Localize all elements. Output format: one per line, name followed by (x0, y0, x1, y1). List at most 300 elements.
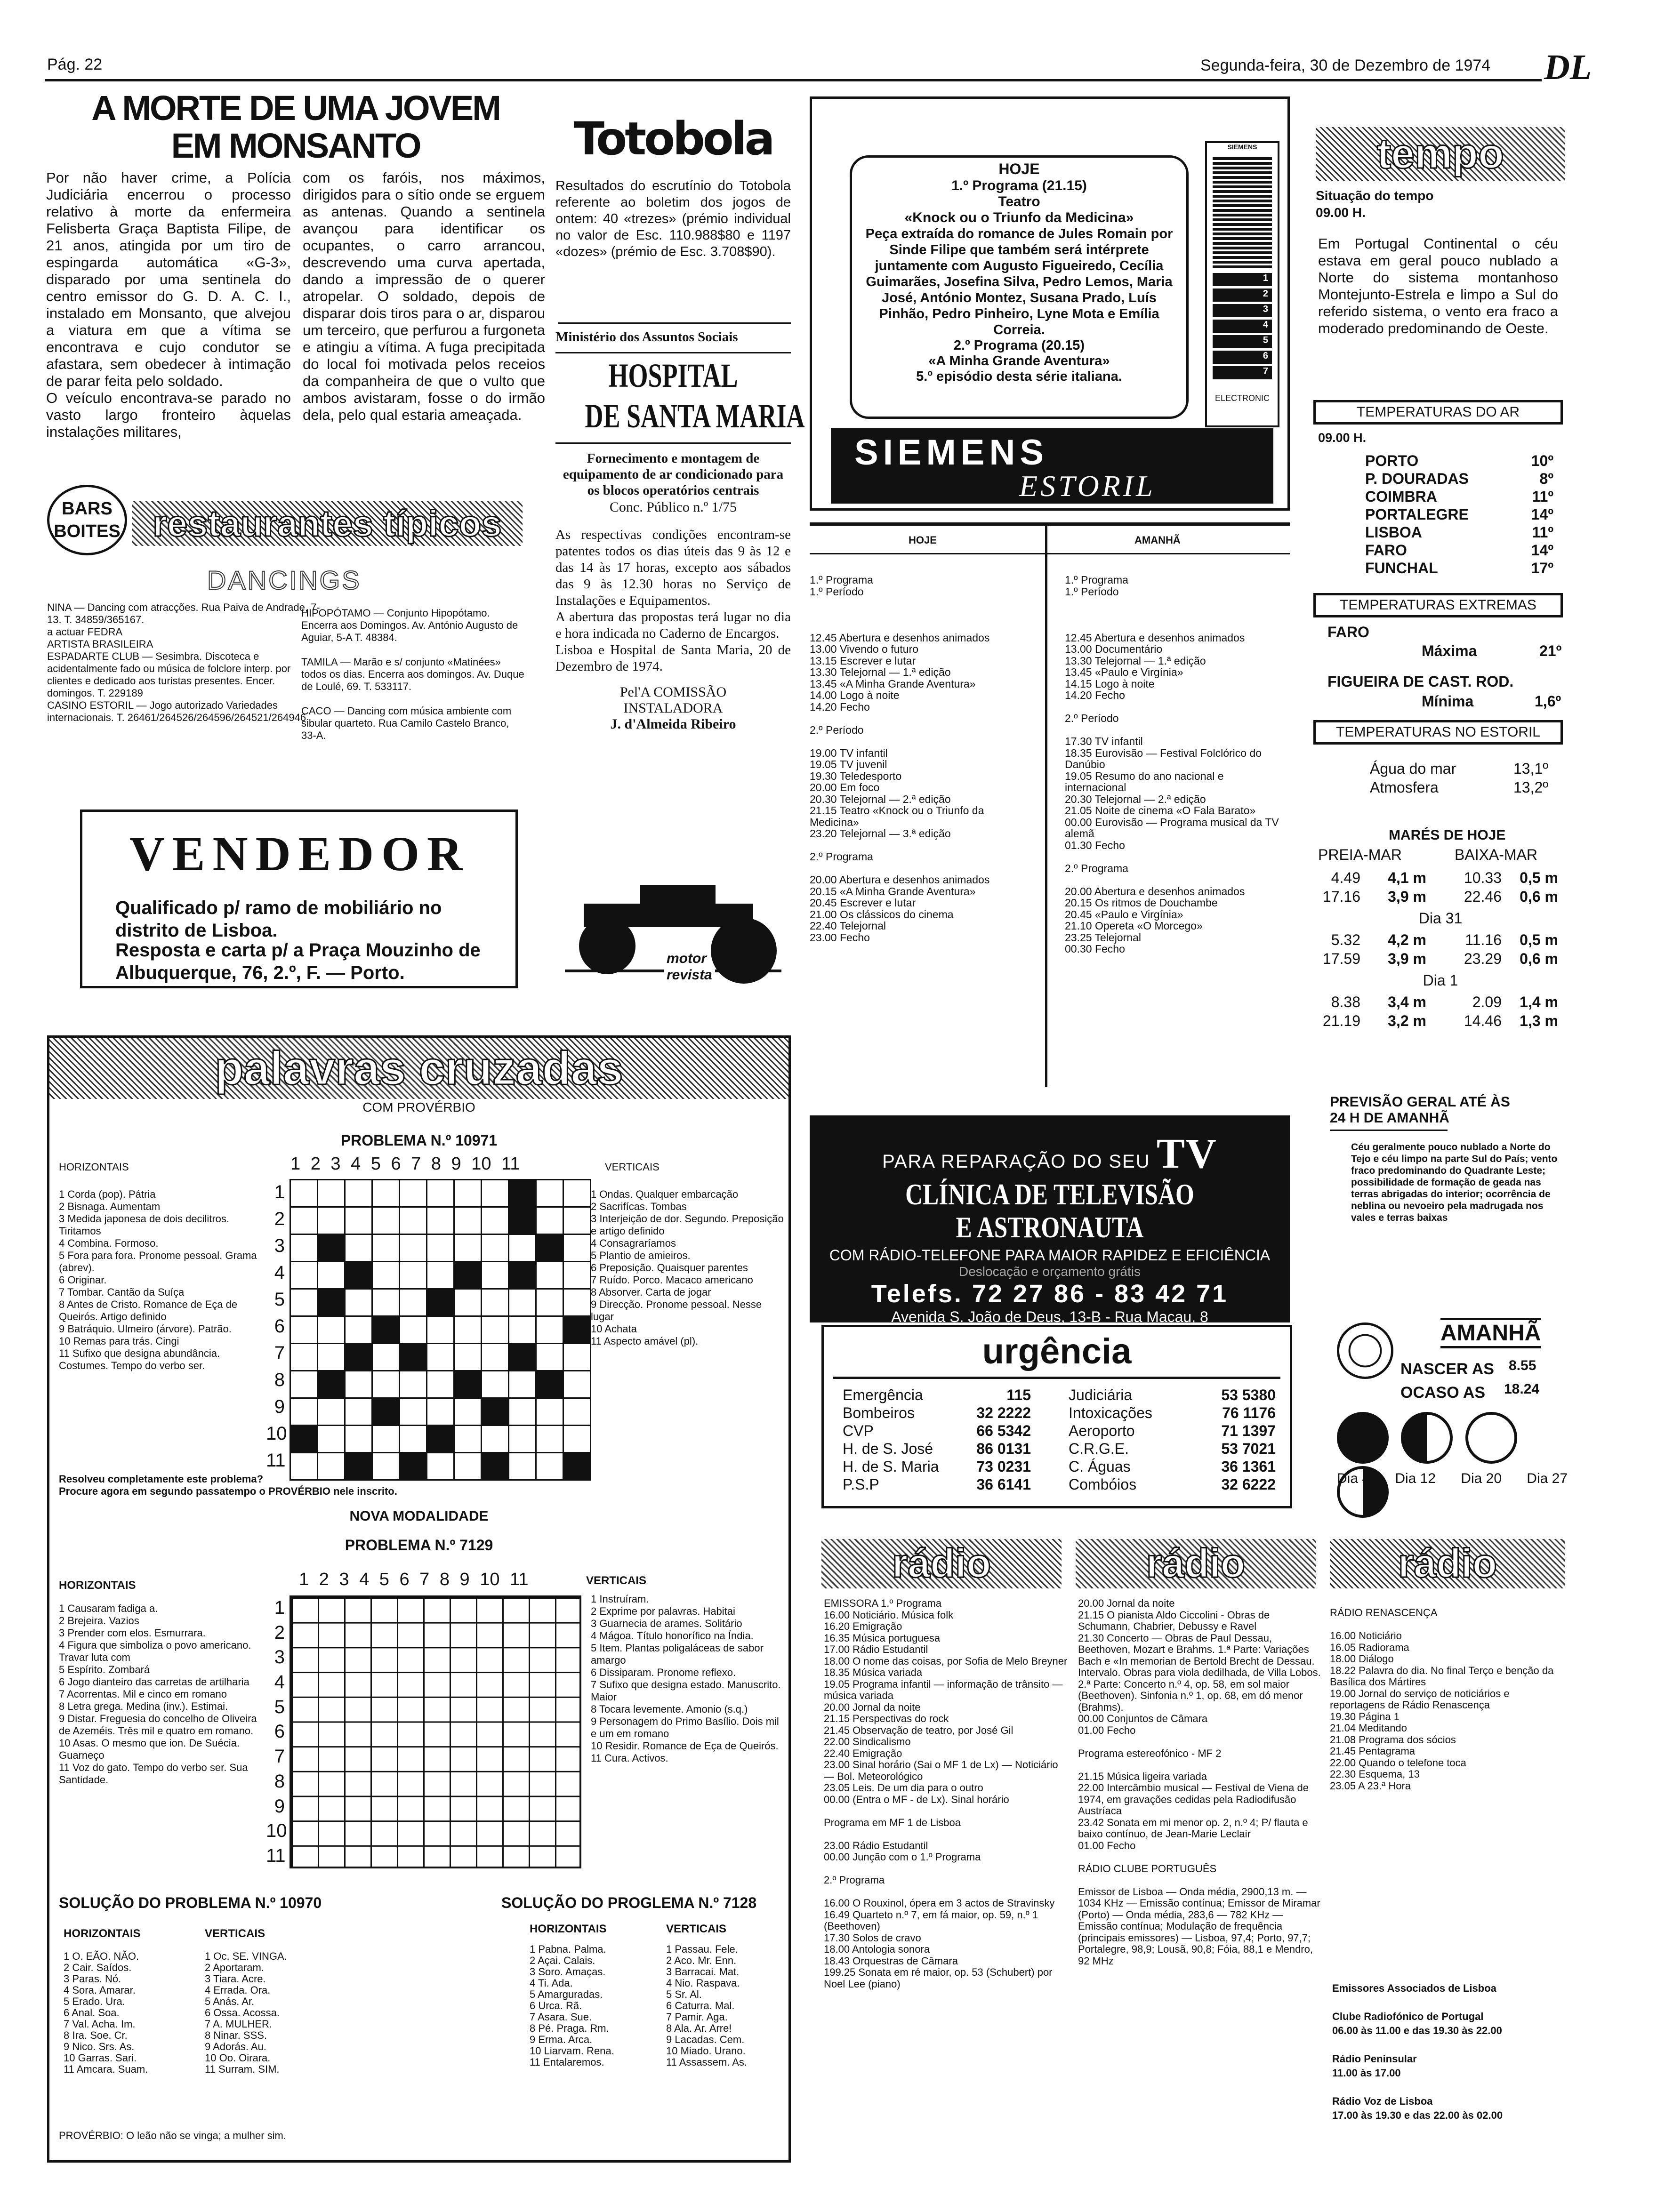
tv-channel-button[interactable]: 7 (1213, 366, 1272, 379)
temp-row (1365, 488, 1553, 505)
tv-hoje: HOJE (998, 160, 1040, 177)
motor-label: motor (664, 951, 709, 967)
grid-cell[interactable] (482, 1289, 509, 1316)
radio-col3b: Emissores Associados de Lisboa Clube Radiofónico de Portugal 06.00 às 11.00 e das 19.30 às 22.00 Rádio Peninsular 11.00 às 17.00 Rádio Voz de Lisboa 17.00 às 19.30 e das 22.00 às 02.00 (1332, 1982, 1503, 2121)
tv-schedule-rule2 (810, 553, 1290, 554)
totobola-title: Totobola (573, 112, 773, 165)
grid-cell[interactable] (482, 1344, 509, 1371)
grid-cell[interactable] (372, 1371, 400, 1398)
radio-banner-2 (1076, 1539, 1316, 1588)
tv-channel-button[interactable]: 1 (1213, 273, 1272, 286)
hospital-rule2 (555, 442, 791, 444)
grid-cell[interactable] (454, 1207, 482, 1234)
clinica-deslocacao: Deslocação e orçamento grátis (959, 1264, 1141, 1279)
hospital-body: As respectivas condições encontram-se patentes todos os dias úteis das 9 às 12 e das 14 às 17 horas, excepto aos sábados das 9 às 12.30 horas no Serviço de Instalações e Equipamentos. A abertura das propostas terá lugar no dia e hora indicada no Caderno de Encargos. Lisboa e Hospital de Santa Maria, 20 de Dezembro de 1974. (555, 527, 791, 674)
article-morte (46, 88, 545, 440)
grid-cell[interactable] (290, 1234, 318, 1262)
grid-cell[interactable] (427, 1344, 454, 1371)
urgencia-service: Emergência (843, 1387, 923, 1403)
grid-cell[interactable] (454, 1426, 482, 1453)
tv-hoje-heading: HOJE (909, 534, 937, 546)
mares-cell: 1,3 m (1520, 1012, 1558, 1029)
grid-row (290, 1234, 591, 1262)
mares-row (1318, 906, 1563, 930)
grid-cell[interactable] (400, 1289, 427, 1316)
radio-banner-1 (821, 1539, 1062, 1588)
mares-cell: 14.46 (1464, 1012, 1502, 1029)
grid-cell (318, 1289, 345, 1316)
grid-cell[interactable] (563, 1234, 591, 1262)
grid-cell[interactable] (345, 1371, 372, 1398)
atmosfera-value: 13,2º (1513, 779, 1548, 796)
hospital-ministry: Ministério dos Assuntos Sociais (555, 329, 738, 345)
problem2-title: PROBLEMA N.º 7129 (345, 1537, 493, 1554)
grid-cell[interactable] (482, 1371, 509, 1398)
grid-cell[interactable] (563, 1207, 591, 1234)
tv-channel-button[interactable]: 4 (1213, 320, 1272, 333)
grid-cell[interactable] (536, 1316, 563, 1344)
grid-row (290, 1289, 591, 1316)
solution1-horiz: 1 O. EÃO. NÃO. 2 Cair. Saídos. 3 Paras. Nó. 4 Sora. Amarar. 5 Erado. Ura. 6 Anal. Soa. 7 Val. Acha. Im. 8 Ira. Soe. Cr. 9 Nico. Srs. As. 10 Garras. Sari. 11 Amcara. Suam. (64, 1950, 148, 2075)
grid-cell[interactable] (563, 1289, 591, 1316)
restaurantes-right-list: HIPOPÓTAMO — Conjunto Hipopótamo. Encerra aos Domingos. Av. António Augusto de Aguiar, 5-A T. 48384. TAMILA — Marão e s/ conjunto «Matinées» todos os dias. Encerra aos domingos. Av. Duque de Loulé, 69. T. 533117. CACO — Dancing com música ambiente com sibular quarteto. Rua Camilo Castelo Branco, 33-A. (301, 607, 524, 741)
article-title-line1: A MORTE DE UMA JOVEM (91, 88, 500, 128)
ocaso-value: 18.24 (1504, 1381, 1540, 1397)
grid-cell (318, 1234, 345, 1262)
urgencia-service: Intoxicações (1069, 1404, 1152, 1421)
grid-row (290, 1426, 591, 1453)
siemens-store: ESTORIL (1019, 469, 1156, 503)
temp-estoril-header (1313, 720, 1563, 745)
grid-cell[interactable] (427, 1207, 454, 1234)
grid-cell[interactable] (318, 1316, 345, 1344)
urgencia-phone: 73 0231 (976, 1458, 1031, 1475)
faro-maxima-label: Máxima (1422, 642, 1477, 659)
tv-channel-button[interactable]: 2 (1213, 289, 1272, 302)
solution2-title: SOLUÇÃO DO PROGLEMA N.º 7128 (501, 1894, 757, 1911)
grid-cell (400, 1344, 427, 1371)
grid-row (290, 1371, 591, 1398)
urgencia-row (1069, 1475, 1276, 1493)
solution1-title: SOLUÇÃO DO PROBLEMA N.º 10970 (59, 1894, 322, 1911)
grid-cell[interactable] (345, 1180, 372, 1207)
temp-city: PORTO (1365, 452, 1419, 469)
tv-play-title: «Knock ou o Triunfo da Medicina» (904, 210, 1134, 225)
mares-cell: 17.59 (1322, 950, 1360, 967)
mares-cell: 22.46 (1464, 888, 1502, 905)
temp-city: FUNCHAL (1365, 560, 1438, 577)
grid-cell (509, 1207, 536, 1234)
tv-prog2: 2.º Programa (20.15) (953, 338, 1085, 353)
problem2-vert-label: VERTICAIS (586, 1574, 647, 1587)
article-col2: com os faróis, nos máximos, dirigidos para o sítio onde se erguem as antenas. Quando a sentinela avançou para identificar os ocupantes, o carro arrancou, descrevendo uma curva apertada, dando a impressão de o querer atropelar. O soldado, depois de disparar dois tiros para o ar, disparou um terceiro, que perfurou a furgoneta e atingiu a vítima. A fuga precipitada do local foi motivada pelos receios da companheira de que o vulto que ambos avistaram, fosse o do irmão dela, pelo qual estaria ameaçada. (303, 169, 545, 423)
grid-cell[interactable] (400, 1262, 427, 1289)
urgencia-service: Judiciária (1069, 1387, 1133, 1403)
mares-cell: 1,4 m (1520, 994, 1558, 1010)
urgencia-row (1069, 1404, 1276, 1422)
urgencia-phone: 53 7021 (1221, 1440, 1276, 1457)
clinica-intro: PARA REPARAÇÃO DO SEU (882, 1151, 1150, 1172)
mares-row (1318, 968, 1563, 993)
mares-cell: 3,9 m (1388, 950, 1426, 967)
grid-cell[interactable] (290, 1371, 318, 1398)
grid-cell[interactable] (345, 1234, 372, 1262)
grid-cell[interactable] (427, 1316, 454, 1344)
urgencia-phone: 71 1397 (1221, 1422, 1276, 1439)
grid-cell[interactable] (536, 1262, 563, 1289)
grid-cell[interactable] (454, 1289, 482, 1316)
crosswords-banner (49, 1038, 788, 1099)
grid-cell[interactable] (454, 1180, 482, 1207)
tv-prog2-title: «A Minha Grande Aventura» (928, 353, 1110, 369)
tv-channel-button[interactable]: 3 (1213, 304, 1272, 317)
vendedor-line1: Qualificado p/ ramo de mobiliário no distrito de Lisboa. (115, 898, 442, 941)
mares-cell: 4,1 m (1388, 869, 1426, 886)
mares-cell: 3,9 m (1388, 888, 1426, 905)
mares-row (1318, 930, 1563, 949)
grid-row (290, 1207, 591, 1234)
problem1-horiz-label: HORIZONTAIS (59, 1161, 129, 1173)
urgencia-phone: 86 0131 (976, 1440, 1031, 1457)
tempo-banner-text: tempo (1377, 130, 1504, 177)
temp-value: 8º (1539, 470, 1553, 487)
hospital-title1: HOSPITAL (608, 357, 738, 394)
grid-cell[interactable] (509, 1371, 536, 1398)
grid-cell[interactable] (318, 1207, 345, 1234)
grid-cell[interactable] (536, 1289, 563, 1316)
temp-row (1365, 452, 1553, 470)
motor-revista-ad (555, 875, 791, 998)
clinica-name: CLÍNICA DE TELEVISÃO (905, 1178, 1194, 1211)
grid-cell[interactable] (482, 1207, 509, 1234)
clinica-radio: COM RÁDIO-TELEFONE PARA MAIOR RAPIDEZ E EFICIÊNCIA (829, 1247, 1271, 1264)
grid-cell[interactable] (509, 1234, 536, 1262)
hospital-sig2: INSTALADORA (623, 700, 723, 716)
grid-row-number: 2 (274, 1622, 285, 1643)
grid-cell[interactable] (318, 1180, 345, 1207)
tempo-hora: 09.00 H. (1316, 205, 1366, 220)
grid-row-number: 9 (274, 1396, 285, 1417)
grid-cell (454, 1371, 482, 1398)
moon-dates (1337, 1471, 1568, 1487)
grid-cell[interactable] (563, 1262, 591, 1289)
tv-channel-button[interactable]: 6 (1213, 351, 1272, 364)
vendedor-line2: Resposta e carta p/ a Praça Mouzinho de Albuquerque, 76, 2.º, F. — Porto. (115, 940, 481, 983)
tv-schedule-divider (1045, 522, 1047, 1087)
grid-cell[interactable] (372, 1344, 400, 1371)
grid-cell[interactable] (372, 1262, 400, 1289)
grid-cell[interactable] (372, 1180, 400, 1207)
temp-value: 17º (1531, 560, 1553, 577)
figueira-minima-label: Mínima (1422, 693, 1474, 710)
grid-cell[interactable] (536, 1207, 563, 1234)
crosswords-subtitle: COM PROVÉRBIO (362, 1100, 475, 1114)
totobola-article (555, 113, 791, 260)
urgencia-box (821, 1325, 1292, 1508)
grid-cell[interactable] (318, 1344, 345, 1371)
solution2-vert: 1 Passau. Fele. 2 Aco. Mr. Enn. 3 Barracai. Mat. 4 Nio. Raspava. 5 Sr. Al. 6 Caturra. Mal. 7 Pamir. Aga. 8 Ala. Ar. Arre! 9 Lacadas. Cem. 10 Miado. Urano. 11 Assassem. As. (666, 1943, 748, 2068)
grid-row-number: 10 (266, 1423, 287, 1444)
grid-cell[interactable] (482, 1234, 509, 1262)
tv-channel-button[interactable]: 5 (1213, 335, 1272, 348)
grid-cell[interactable] (400, 1398, 427, 1426)
mares-day: Dia 31 (1418, 910, 1463, 927)
grid-cell[interactable] (454, 1398, 482, 1426)
grid-cell[interactable] (482, 1426, 509, 1453)
temp-estoril-title: TEMPERATURAS NO ESTORIL (1336, 724, 1540, 740)
header-rule (45, 79, 1542, 81)
urgencia-service: H. de S. Maria (843, 1458, 939, 1475)
radio-banner-text-3: rádio (1398, 1541, 1497, 1586)
grid-cell[interactable] (345, 1398, 372, 1426)
mares-row (1318, 949, 1563, 968)
grid-cell[interactable] (318, 1398, 345, 1426)
article-title-line2: EM MONSANTO (171, 126, 420, 165)
grid-cell (345, 1344, 372, 1371)
grid-cell (372, 1316, 400, 1344)
grid-cell (536, 1371, 563, 1398)
temp-city: PORTALEGRE (1365, 506, 1469, 523)
temp-value: 11º (1532, 488, 1553, 505)
grid-row-number: 11 (266, 1845, 286, 1866)
agua-value: 13,1º (1513, 760, 1548, 777)
mares-cell: 5.32 (1331, 931, 1360, 948)
moon-date-4: Dia 27 (1527, 1471, 1568, 1486)
nascer-label: NASCER AS (1400, 1360, 1494, 1378)
problem2-horiz-clues: 1 Causaram fadiga a. 2 Brejeira. Vazios 3 Prender com elos. Esmurrara. 4 Figura que simboliza o povo americano. Travar luta com 5 Espírito. Zombará 6 Jogo dianteiro das carretas de artilharia 7 Acorrentas. Mil e cinco em romano 8 Letra grega. Medina (inv.). Estimai. 9 Distar. Freguesia do concelho de Oliveira de Azeméis. Três mil e quatro em romano. 10 Asas. O mesmo que ion. De Suécia. Guarneço 11 Voz do gato. Tempo do verbo ser. Sua Santidade. (59, 1603, 257, 1786)
problem1-grid[interactable] (290, 1179, 591, 1481)
previsao-text: Céu geralmente pouco nublado a Norte do Tejo e céu limpo na parte Sul do País; vento fraco predominando do Quadrante Leste; possibilidade de formação de geada nas terras abrigadas do interior; ocorrência de neblina ou nevoeiro pela madrugada nos vales e terras baixas (1351, 1142, 1558, 1223)
urgencia-service: Bombeiros (843, 1404, 915, 1421)
bars-label: BARS (62, 499, 113, 519)
urgencia-service: C. Águas (1069, 1458, 1131, 1475)
grid-cell[interactable] (563, 1180, 591, 1207)
clinica-line1 (810, 1130, 1290, 1178)
grid-cell[interactable] (536, 1398, 563, 1426)
grid-cell[interactable] (400, 1234, 427, 1262)
grid-cell[interactable] (454, 1344, 482, 1371)
temp-ar-title: TEMPERATURAS DO AR (1356, 404, 1520, 420)
tv-prog2-desc: 5.º episódio desta série italiana. (916, 369, 1122, 384)
grid-row-number: 7 (274, 1746, 285, 1767)
grid-cell[interactable] (290, 1344, 318, 1371)
previsao-title: PREVISÃO GERAL ATÉ ÀS 24 H DE AMANHÃ (1330, 1094, 1510, 1126)
urgencia-title: urgência (982, 1331, 1132, 1371)
grid-cell[interactable] (290, 1207, 318, 1234)
mares-table (1318, 868, 1563, 1030)
hospital-rule (555, 352, 791, 353)
moon-date-3: Dia 20 (1461, 1471, 1502, 1486)
urgencia-phone: 36 6141 (976, 1476, 1031, 1493)
grid-cell[interactable] (427, 1262, 454, 1289)
urgencia-row (843, 1440, 1031, 1458)
grid-cell[interactable] (345, 1207, 372, 1234)
grid-cell[interactable] (345, 1426, 372, 1453)
newspaper-logo: DL (1544, 48, 1592, 87)
grid-cell[interactable] (372, 1234, 400, 1262)
tv-hoje-schedule: 1.º Programa 1.º Período 12.45 Abertura e desenhos animados 13.00 Vivendo o futuro 13.15 Escrever e lutar 13.30 Telejornal — 1.ª edição 13.45 «A Minha Grande Aventura» 14.00 Logo à noite 14.20 Fecho 2.º Período 19.00 TV infantil 19.05 TV juvenil 19.30 Teledesporto 20.00 Em foco 20.30 Telejornal — 2.ª edição 21.15 Teatro «Knock ou o Triunfo da Medicina» 23.20 Telejornal — 3.ª edição 2.º Programa 20.00 Abertura e desenhos animados 20.15 «A Minha Grande Aventura» 20.45 Escrever e lutar 21.00 Os clássicos do cinema 22.40 Telejornal 23.00 Fecho (810, 574, 990, 944)
grid-cell[interactable] (563, 1344, 591, 1371)
grid-cell[interactable] (563, 1371, 591, 1398)
mares-cell: 0,6 m (1520, 888, 1558, 905)
grid-row-number: 5 (274, 1696, 285, 1717)
urgencia-phone: 76 1176 (1222, 1404, 1276, 1421)
mares-title: MARÉS DE HOJE (1389, 827, 1506, 843)
grid-cell[interactable] (427, 1234, 454, 1262)
urgencia-phone: 36 1361 (1221, 1458, 1276, 1475)
temp-value: 10º (1531, 452, 1553, 469)
grid-row-number: 6 (274, 1721, 285, 1742)
urgencia-phone: 66 5342 (976, 1422, 1031, 1439)
urgencia-phone: 53 5380 (1221, 1387, 1276, 1403)
sol2-horiz-label: HORIZONTAIS (530, 1923, 607, 1935)
grid-cell[interactable] (427, 1371, 454, 1398)
problem1-title: PROBLEMA N.º 10971 (340, 1132, 498, 1149)
grid-cell[interactable] (482, 1180, 509, 1207)
grid-row-number: 4 (274, 1672, 285, 1693)
faro-maxima-value: 21º (1539, 642, 1562, 659)
sol1-horiz-label: HORIZONTAIS (64, 1927, 141, 1940)
urgencia-phone: 115 (1006, 1387, 1031, 1403)
clinica-ad (810, 1115, 1290, 1325)
tv-control-panel (1205, 141, 1279, 427)
grid-cell[interactable] (345, 1316, 372, 1344)
temp-extremas-title: TEMPERATURAS EXTREMAS (1340, 597, 1536, 613)
grid-cell[interactable] (400, 1371, 427, 1398)
problem1-horiz-clues: 1 Corda (pop). Pátria 2 Bisnaga. Aumentam 3 Medida japonesa de dois decilitros. Tiritamos 4 Combina. Formoso. 5 Fora para fora. Pronome pessoal. Grama (abrev). 6 Originar. 7 Tombar. Cantão da Suíça 8 Antes de Cristo. Romance de Eça de Queirós. Artigo definido 9 Batráquio. Ulmeiro (árvore). Patrão. 10 Remas para trás. Cingi 11 Sufixo que designa abundância. Costumes. Tempo do verbo ser. (59, 1188, 257, 1371)
grid-row (290, 1262, 591, 1289)
grid-cell[interactable] (536, 1180, 563, 1207)
grid-cell[interactable] (563, 1398, 591, 1426)
sun-icon (1337, 1322, 1393, 1379)
amanha-title: AMANHÃ (1440, 1318, 1541, 1348)
hospital-subtitle: Fornecimento e montagem de equipamento de ar condicionado para os blocos operatórios centrais (563, 451, 784, 498)
grid-cell[interactable] (290, 1180, 318, 1207)
vendedor-title: VENDEDOR (129, 827, 470, 881)
urgencia-row (843, 1475, 1031, 1493)
mares-day: Dia 1 (1423, 972, 1458, 989)
restaurantes-left-list: NINA — Dancing com atracções. Rua Paiva de Andrade, 7-13. T. 34859/365167. a actuar FEDRA ARTISTA BRASILEIRA ESPADARTE CLUB — Sesimbra. Discoteca e acidentalmente fado ou música de folclore interp. por clientes e dedicado aos turistas presentes. Encer. domingos. T. 229189 CASINO ESTORIL — Jogo autorizado Variedades internacionais. T. 26461/264526/264596/264521/264946 (47, 601, 320, 723)
urgencia-row (843, 1386, 1031, 1404)
figueira-label: FIGUEIRA DE CAST. ROD. (1327, 673, 1514, 690)
grid-row (290, 1180, 591, 1207)
grid-cell[interactable] (509, 1316, 536, 1344)
moon-date-1: Dia 4 (1337, 1471, 1370, 1486)
solution2-horiz: 1 Pabna. Palma. 2 Açai. Calais. 3 Soro. Amaças. 4 Ti. Ada. 5 Amarguradas. 6 Urca. Rã. 7 Asara. Sue. 8 Pé. Praga. Rm. 9 Erma. Arca. 10 Liarvam. Rena. 11 Entalaremos. (530, 1943, 614, 2068)
grid-row-number: 7 (274, 1343, 285, 1363)
siemens-ad (810, 96, 1290, 511)
grid-cell[interactable] (400, 1426, 427, 1453)
hospital-notice (555, 329, 805, 732)
radio-banner-text-1: rádio (892, 1541, 991, 1586)
grid-cell[interactable] (563, 1426, 591, 1453)
grid-cell[interactable] (509, 1426, 536, 1453)
grid-row-number: 10 (266, 1820, 287, 1842)
grid-cell[interactable] (427, 1180, 454, 1207)
moon-date-2: Dia 12 (1395, 1471, 1436, 1486)
grid-cell[interactable] (345, 1289, 372, 1316)
grid-cell[interactable] (372, 1426, 400, 1453)
grid-cell[interactable] (290, 1289, 318, 1316)
grid-cell[interactable] (318, 1262, 345, 1289)
urgencia-service: CVP (843, 1422, 874, 1439)
grid-cell[interactable] (482, 1262, 509, 1289)
temp-value: 14º (1531, 542, 1553, 559)
agua-label: Água do mar (1370, 760, 1456, 777)
nascer-value: 8.55 (1509, 1358, 1536, 1373)
mares-row (1318, 868, 1563, 887)
temp-row (1365, 470, 1553, 488)
grid-cell[interactable] (454, 1316, 482, 1344)
tv-prog1: 1.º Programa (21.15) (951, 178, 1087, 193)
page-date: Segunda-feira, 30 de Dezembro de 1974 (1200, 56, 1491, 74)
problem2-col-numbers: 1 2 3 4 5 6 7 8 9 10 11 (299, 1570, 529, 1589)
ocaso-label: OCASO AS (1400, 1384, 1486, 1402)
grid-cell[interactable] (427, 1398, 454, 1426)
sol1-vert-label: VERTICAIS (205, 1927, 265, 1940)
tempo-situacao: Situação do tempo (1316, 188, 1434, 203)
urgencia-row (843, 1422, 1031, 1440)
clinica-phones: Telefs. 72 27 86 - 83 42 71 (871, 1280, 1229, 1308)
grid-cell[interactable] (454, 1234, 482, 1262)
temp-row (1365, 505, 1553, 523)
clinica-tv: TV (1156, 1130, 1217, 1177)
restaurantes-banner-text: restaurantes típicos (153, 503, 502, 544)
grid-cell[interactable] (318, 1426, 345, 1453)
grid-cell[interactable] (536, 1344, 563, 1371)
grid-cell[interactable] (372, 1289, 400, 1316)
temp-ar-list (1365, 452, 1553, 577)
bars-badge (47, 485, 127, 555)
grid-row-number: 1 (274, 1182, 285, 1202)
grid-cell[interactable] (509, 1398, 536, 1426)
mares-row (1318, 1011, 1563, 1030)
grid-cell[interactable] (290, 1262, 318, 1289)
temp-city: LISBOA (1365, 524, 1422, 541)
grid-row-number: 3 (274, 1647, 285, 1668)
grid-cell[interactable] (509, 1289, 536, 1316)
temp-city: FARO (1365, 542, 1407, 559)
article-col1: Por não haver crime, a Polícia Judiciária encerrou o processo relativo à morte da enfermeira Felisberta Graça Baptista Filipe, de 21 anos, atingida por um tiro de espingarda automática «G-3», disparado por uma sentinela do centro emissor do G. D. A. C. I., instalado em Monsanto, que alvejou a viatura em que a vítima se encontrava e cujo condutor se afastara, sem obedecer à intimação de parar feita pelo soldado. O veículo encontrava-se parado no vasto largo fronteiro àquelas instalações militares, (46, 169, 291, 440)
tv-play-desc: Peça extraída do romance de Jules Romain por Sinde Filipe que também será intérprete juntamente com Augusto Figueiredo, Cecília Guimarães, Josefina Silva, Pedro Lemos, Maria José, António Montez, Susana Prado, Luís Pinhão, Pedro Pinheiro, Lyne Mota e Emília Correia. (865, 226, 1173, 337)
problem2-grid[interactable] (290, 1595, 581, 1868)
urgencia-service: C.R.G.E. (1069, 1440, 1129, 1457)
urgencia-row (1069, 1422, 1276, 1440)
temp-ar-hora: 09.00 H. (1318, 431, 1367, 445)
moon-phases (1337, 1412, 1563, 1520)
grid-cell[interactable] (290, 1316, 318, 1344)
grid-cell[interactable] (482, 1316, 509, 1344)
mares-cell: 0,5 m (1520, 931, 1558, 948)
grid-cell (372, 1398, 400, 1426)
grid-cell[interactable] (400, 1180, 427, 1207)
proverbio: PROVÉRBIO: O leão não se vinga; a mulher sim. (59, 2130, 286, 2141)
mares-cell: 0,6 m (1520, 950, 1558, 967)
urgencia-service: Combóios (1069, 1476, 1137, 1493)
grid-cell[interactable] (400, 1316, 427, 1344)
grid-cell[interactable] (536, 1426, 563, 1453)
grid-cell[interactable] (400, 1207, 427, 1234)
grid-row-number: 3 (274, 1235, 285, 1256)
clinica-name2: E ASTRONAUTA (956, 1210, 1144, 1244)
grid-cell[interactable] (290, 1398, 318, 1426)
grid-cell (509, 1344, 536, 1371)
urgencia-phone: 32 2222 (976, 1404, 1031, 1421)
mares-row (1318, 887, 1563, 906)
tv-schedule-rule (810, 522, 1290, 526)
grid-cell[interactable] (372, 1207, 400, 1234)
temp-ar-header (1313, 400, 1563, 425)
